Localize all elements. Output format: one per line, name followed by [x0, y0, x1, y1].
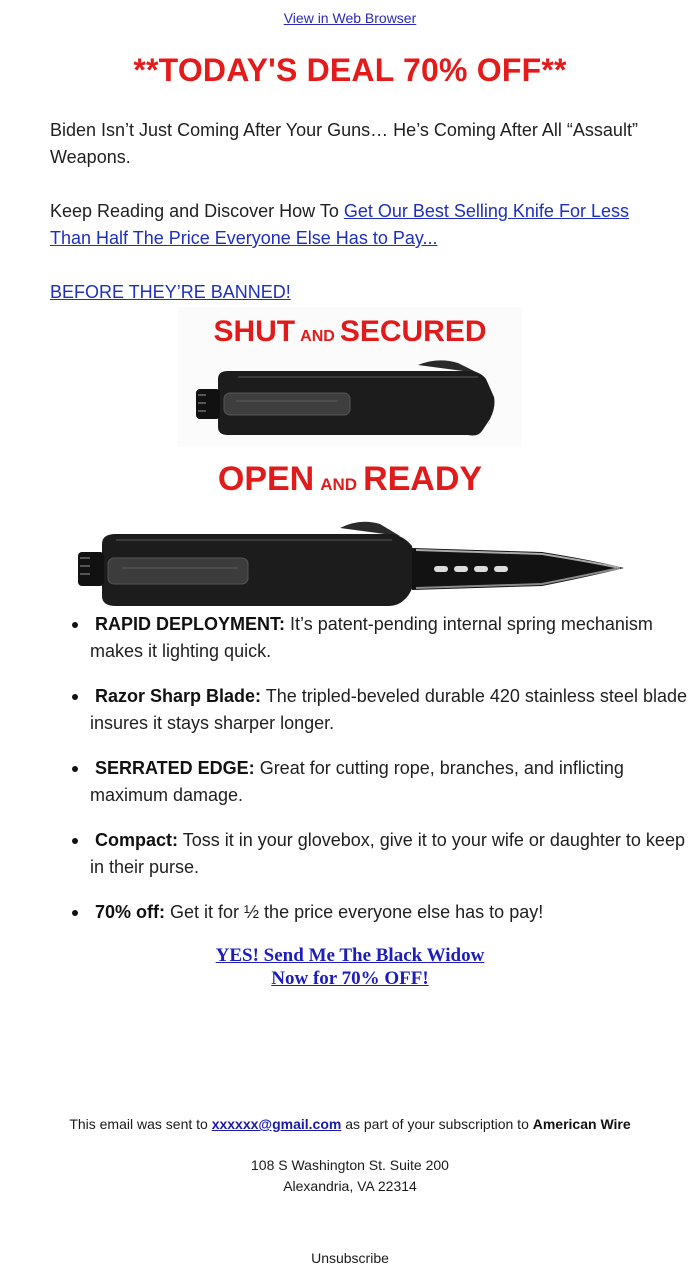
view-in-browser-link[interactable]: View in Web Browser: [283, 10, 417, 26]
cta-block: [0, 944, 700, 990]
headline: **TODAY'S DEAL 70% OFF**: [133, 52, 567, 88]
address-line-2: Alexandria, VA 22314: [283, 1178, 417, 1194]
closed-knife-icon: [196, 360, 495, 435]
shut-label: SHUT AND SECURED: [213, 315, 487, 348]
feature-text: Toss it in your glovebox, give it to your wife or daughter to keep in their purse.: [90, 830, 685, 877]
feature-text: Get it for ½ the price everyone else has to pay!: [165, 902, 544, 922]
recipient-email-link[interactable]: xxxxxx@gmail.com: [211, 1116, 342, 1132]
best-selling-knife-link[interactable]: Get Our Best Selling Knife For Less Than Half The Price Everyone Else Has to Pay...: [50, 201, 629, 248]
lead-paragraph: [50, 198, 650, 252]
feature-text: The tripled-beveled durable 420 stainless steel blade insures it stays sharper longer.: [90, 686, 687, 733]
feature-text: It’s patent-pending internal spring mechanism makes it lighting quick.: [90, 614, 653, 661]
address-line-1: 108 S Washington St. Suite 200: [251, 1157, 449, 1173]
open-knife-icon: [78, 522, 624, 606]
open-and-ready-label: [0, 452, 700, 502]
cta-link[interactable]: [216, 945, 485, 989]
feature-title: RAPID DEPLOYMENT:: [95, 614, 286, 634]
knife-open-image[interactable]: [72, 510, 628, 610]
feature-title: Razor Sharp Blade:: [95, 686, 262, 706]
feature-text: Great for cutting rope, branches, and inflicting maximum damage.: [90, 758, 624, 805]
feature-item: [90, 827, 690, 881]
brand-name: American Wire: [532, 1116, 631, 1132]
footer-sent-notice: [0, 1116, 700, 1132]
view-in-browser-bar: [0, 10, 700, 26]
feature-item: [90, 683, 690, 737]
intro-paragraph: Biden Isn’t Just Coming After Your Guns… He’s Coming After All “Assault” Weapons.: [50, 120, 638, 167]
feature-item: [90, 755, 690, 809]
lead-text: Keep Reading and Discover How To: [50, 201, 344, 221]
cta-line-2: Now for 70% OFF!: [271, 968, 429, 989]
sent-middle: as part of your subscription to: [341, 1116, 533, 1132]
footer-address: [0, 1155, 700, 1197]
feature-title: 70% off:: [95, 902, 166, 922]
feature-title: Compact:: [95, 830, 179, 850]
feature-list: [50, 611, 690, 944]
knife-shut-image[interactable]: [178, 307, 522, 447]
banned-paragraph: [50, 279, 650, 306]
feature-item: [90, 611, 690, 665]
svg-text:OPENANDREADY: OPEN AND READY: [217, 460, 483, 498]
cta-line-1: YES! Send Me The Black Widow: [215, 945, 485, 966]
unsubscribe-link[interactable]: Unsubscribe: [311, 1250, 389, 1266]
sent-prefix: This email was sent to: [69, 1116, 212, 1132]
before-banned-link[interactable]: BEFORE THEY’RE BANNED!: [50, 282, 291, 302]
feature-title: SERRATED EDGE:: [95, 758, 255, 778]
feature-item: [90, 899, 690, 926]
